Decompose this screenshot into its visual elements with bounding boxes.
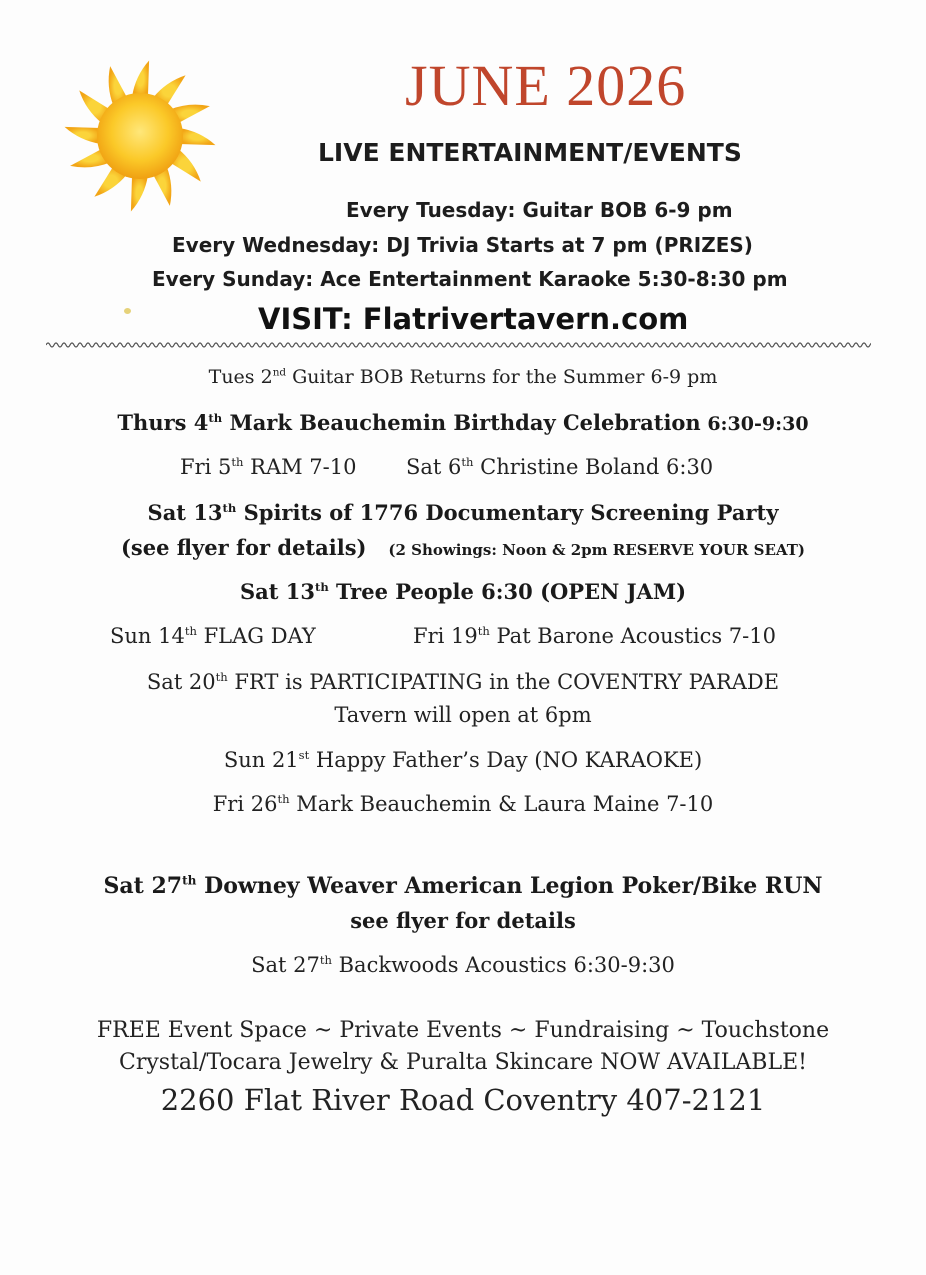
event-fri-26: Fri 26th Mark Beauchemin & Laura Maine 7-10: [212, 792, 714, 816]
event-sat-13-screening: Sat 13th Spirits of 1776 Documentary Screening Party: [147, 500, 779, 525]
sun-ray: [132, 61, 149, 97]
event-sat-20: Sat 20th FRT is PARTICIPATING in the COVENTRY PARADE: [146, 670, 780, 694]
footer-line-2: Crystal/Tocara Jewelry & Puralta Skincare NOW AVAILABLE!: [119, 1050, 807, 1075]
event-sat-13-details: (see flyer for details) (2 Showings: Noon & 2pm RESERVE YOUR SEAT): [120, 535, 806, 560]
event-thurs-4: Thurs 4th Mark Beauchemin Birthday Celebration 6:30-9:30: [117, 410, 809, 435]
page-title: JUNE 2026: [405, 53, 687, 118]
event-sat-13-tree-people: Sat 13th Tree People 6:30 (OPEN JAM): [239, 579, 687, 604]
weekly-sunday: Every Sunday: Ace Entertainment Karaoke 5:30-8:30 pm: [152, 267, 788, 291]
sun-ray: [179, 128, 215, 145]
sun-icon: [60, 56, 220, 216]
footer-line-1: FREE Event Space ~ Private Events ~ Fundraising ~ Touchstone: [96, 1018, 830, 1043]
event-sun-14: Sun 14th FLAG DAY: [110, 624, 316, 648]
sun-ray: [131, 175, 148, 211]
event-sat-20-line2: Tavern will open at 6pm: [334, 703, 592, 727]
event-sat-27-details: see flyer for details: [350, 908, 576, 933]
event-sat-6: Sat 6th Christine Boland 6:30: [406, 455, 714, 479]
event-fri-5: Fri 5th RAM 7-10: [180, 455, 357, 479]
event-sat-27-poker-run: Sat 27th Downey Weaver American Legion Poker/Bike RUN: [103, 873, 823, 899]
event-sun-21: Sun 21st Happy Father’s Day (NO KARAOKE): [223, 748, 703, 772]
weekly-tuesday: Every Tuesday: Guitar BOB 6-9 pm: [346, 198, 733, 222]
event-sat-27-backwoods: Sat 27th Backwoods Acoustics 6:30-9:30: [251, 953, 675, 977]
event-tues-2: Tues 2nd Guitar BOB Returns for the Summer 6-9 pm: [208, 366, 718, 388]
wavy-divider: [46, 338, 871, 352]
sun-ray: [65, 127, 101, 144]
event-fri-19: Fri 19th Pat Barone Acoustics 7-10: [413, 624, 776, 648]
footer-address: 2260 Flat River Road Coventry 407-2121: [160, 1083, 766, 1117]
page-subtitle: LIVE ENTERTAINMENT/EVENTS: [318, 138, 742, 167]
weekly-wednesday: Every Wednesday: DJ Trivia Starts at 7 pm (PRIZES): [172, 233, 753, 257]
visit-website-link[interactable]: VISIT: Flatrivertavern.com: [258, 302, 689, 336]
decorative-speck: [124, 308, 131, 314]
